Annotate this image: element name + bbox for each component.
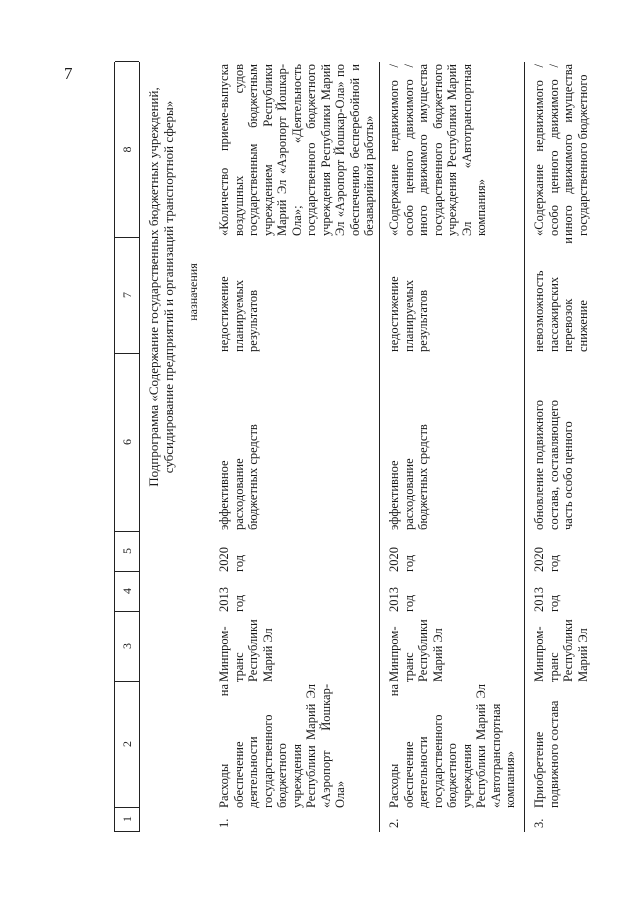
expected-result: эффективное расходование бюджетных средств — [217, 424, 260, 530]
header-cell-7: 7 — [115, 237, 139, 354]
expected-result: эффективное расходование бюджетных средств — [387, 424, 430, 530]
end-year: 2020 год — [387, 547, 416, 572]
executor: Минпром-транс Республики Марий Эл — [532, 619, 590, 682]
row-number: 2. — [387, 818, 401, 828]
page-number: 7 — [64, 64, 73, 83]
end-year: 2020 год — [217, 547, 246, 572]
header-cell-2: 2 — [115, 681, 139, 808]
header-cell-8: 8 — [115, 61, 139, 238]
header-cell-4: 4 — [115, 571, 139, 612]
indicator-link: «Содержание недвижимого / особо ценного движимого / иного движимого имущества государственного бюджетного — [532, 64, 590, 236]
non-implementation-consequence: недостижение планируемых результатов — [217, 276, 260, 352]
row-number: 1. — [217, 818, 231, 828]
row-divider — [379, 62, 380, 832]
non-implementation-consequence: невозможность пассажирских перевозок и снижение — [532, 237, 590, 352]
executor: Минпром-транс Республики Марий Эл — [217, 619, 275, 682]
start-year: 2013 год — [387, 587, 416, 612]
indicator-link: «Количество приеме-выпуска воздушных судов государственным бюджетным учреждением Республики Марий Эл «Аэропорт Йошкар-Ола»; «Деятельность государственного бюджетного учреждения Республики Марий Эл «Аэропорт Йошкар-Ола» по обеспечению бесперебойной и безаварийной работы» — [217, 64, 376, 236]
start-year: 2013 год — [532, 587, 561, 612]
activity-name: Расходы на обеспечение деятельности государственного бюджетного учреждения Республики Марий Эл «Автотранспортная компания» — [387, 684, 517, 808]
indicator-link: «Содержание недвижимого / особо ценного движимого / иного движимого имущества государственного бюджетного учреждения Республики Марий Эл «Автотранспортная компания» — [387, 64, 488, 236]
header-cell-1: 1 — [115, 807, 139, 832]
row-divider — [524, 62, 525, 832]
header-cell-5: 5 — [115, 531, 139, 572]
start-year: 2013 год — [217, 587, 246, 612]
activity-name: Приобретение подвижного состава — [532, 700, 561, 808]
rotated-table — [114, 62, 632, 832]
column-number-header — [114, 62, 140, 832]
activity-name: Расходы на обеспечение деятельности государственного бюджетного учреждения Республики Марий Эл «Аэропорт Йошкар-Ола» — [217, 684, 347, 808]
executor: Минпром-транс Республики Марий Эл — [387, 619, 445, 682]
subprogram-title: Подпрограмма «Содержание государственных бюджетных учреждений, субсидирование предприятий и организаций транспортной сферы» — [146, 87, 176, 487]
purpose-label: назначения — [186, 263, 200, 321]
row-number: 3. — [532, 818, 546, 828]
end-year: 2020 год — [532, 547, 561, 572]
header-cell-3: 3 — [115, 611, 139, 682]
expected-result: обновление подвижного состава, составляющего часть особо ценного — [532, 400, 575, 530]
non-implementation-consequence: недостижение планируемых результатов — [387, 276, 430, 352]
header-cell-6: 6 — [115, 353, 139, 532]
